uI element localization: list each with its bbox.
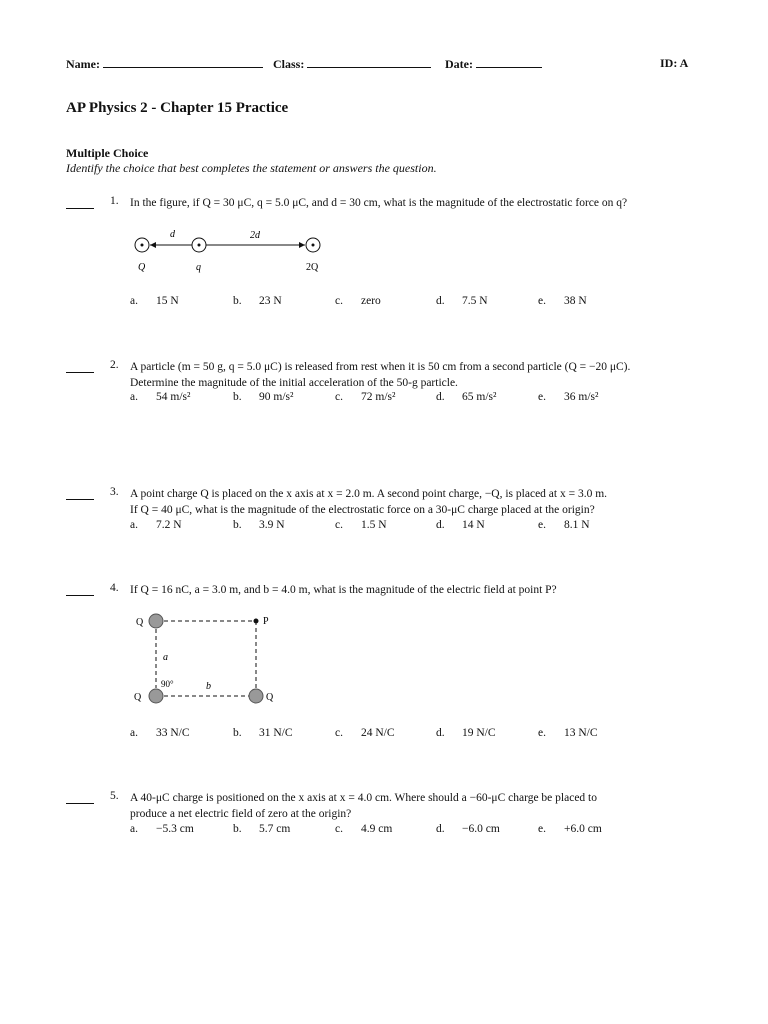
answer-blank-1[interactable] [66,198,94,209]
class-field[interactable] [307,56,431,68]
question-text: If Q = 16 nC, a = 3.0 m, and b = 4.0 m, what is the magnitude of the electric field at point P? [130,584,557,596]
label-angle: 90° [161,679,174,689]
class-label: Class: [273,57,305,71]
answer-blank-4[interactable] [66,585,94,596]
question-text-line1: A 40-μC charge is positioned on the x axis at x = 4.0 cm. Where should a −60-μC charge be placed to [130,792,597,804]
choice-a[interactable]: a. 54 m/s² [130,391,191,403]
q4-figure [128,608,288,708]
label-b: b [206,681,211,692]
choice-d[interactable]: d. 7.5 N [436,295,488,307]
question-number: 3. [110,486,119,498]
choice-b[interactable]: b. 5.7 cm [233,823,291,835]
choice-b[interactable]: b. 90 m/s² [233,391,294,403]
question-text-line2: If Q = 40 μC, what is the magnitude of the electrostatic force on a 30-μC charge placed at the origin? [130,504,595,516]
section-heading: Multiple Choice [66,146,149,160]
label-d: d [170,229,175,240]
choice-c[interactable]: c. zero [335,295,381,307]
answer-blank-5[interactable] [66,793,94,804]
choice-a[interactable]: a. 33 N/C [130,727,190,739]
name-field[interactable] [103,56,263,68]
choice-a[interactable]: a. 15 N [130,295,179,307]
label-Q-top: Q [136,617,144,628]
choice-e[interactable]: e. 38 N [538,295,587,307]
point-P-icon [254,619,259,624]
choice-d[interactable]: d. 19 N/C [436,727,496,739]
charge-2Q-icon [306,238,320,252]
date-field[interactable] [476,56,542,68]
question-text-line1: A point charge Q is placed on the x axis at x = 2.0 m. A second point charge, −Q, is placed at x = 3.0 m. [130,488,608,500]
choice-d[interactable]: d. −6.0 cm [436,823,500,835]
section-instructions: Identify the choice that best completes the statement or answers the question. [66,161,437,175]
page-title: AP Physics 2 - Chapter 15 Practice [66,100,289,116]
q1-figure [130,228,330,278]
choice-e[interactable]: e. 13 N/C [538,727,598,739]
choice-e[interactable]: e. 8.1 N [538,519,590,531]
choice-c[interactable]: c. 1.5 N [335,519,387,531]
charge-Q-bottom-left-icon [149,689,163,703]
question-text: In the figure, if Q = 30 μC, q = 5.0 μC, and d = 30 cm, what is the magnitude of the electrostatic force on q? [130,197,628,209]
choice-c[interactable]: c. 72 m/s² [335,391,396,403]
choice-a[interactable]: a. −5.3 cm [130,823,194,835]
label-2Q: 2Q [306,262,319,273]
choice-d[interactable]: d. 14 N [436,519,485,531]
label-q: q [196,262,201,273]
choice-c[interactable]: c. 24 N/C [335,727,395,739]
header-class [273,56,431,72]
date-label: Date: [445,57,473,71]
choice-e[interactable]: e. 36 m/s² [538,391,599,403]
choice-c[interactable]: c. 4.9 cm [335,823,393,835]
charge-Q-icon [135,238,149,252]
charge-Q-top-icon [149,614,163,628]
label-Q-bottom-right: Q [266,692,274,703]
name-label: Name: [66,57,100,71]
choice-d[interactable]: d. 65 m/s² [436,391,497,403]
question-number: 4. [110,582,119,594]
label-P: P [263,616,269,627]
question-number: 5. [110,790,119,802]
choice-a[interactable]: a. 7.2 N [130,519,182,531]
answer-blank-3[interactable] [66,489,94,500]
question-text-line1: A particle (m = 50 g, q = 5.0 μC) is released from rest when it is 50 cm from a second particle (Q = −20 μC). [130,361,631,373]
label-2d: 2d [250,230,260,241]
charge-q-icon [192,238,206,252]
question-number: 2. [110,359,119,371]
choice-b[interactable]: b. 23 N [233,295,282,307]
answer-blank-2[interactable] [66,362,94,373]
header-date [445,56,542,72]
question-number: 1. [110,195,119,207]
label-Q: Q [138,262,146,273]
header-id: ID: A [660,56,689,70]
header-name [66,56,263,72]
charge-Q-bottom-right-icon [249,689,263,703]
choice-b[interactable]: b. 3.9 N [233,519,285,531]
choice-b[interactable]: b. 31 N/C [233,727,293,739]
label-Q-bottom-left: Q [134,692,142,703]
label-a: a [163,652,168,663]
question-text-line2: Determine the magnitude of the initial acceleration of the 50-g particle. [130,377,458,389]
question-text-line2: produce a net electric field of zero at the origin? [130,808,352,820]
choice-e[interactable]: e. +6.0 cm [538,823,602,835]
